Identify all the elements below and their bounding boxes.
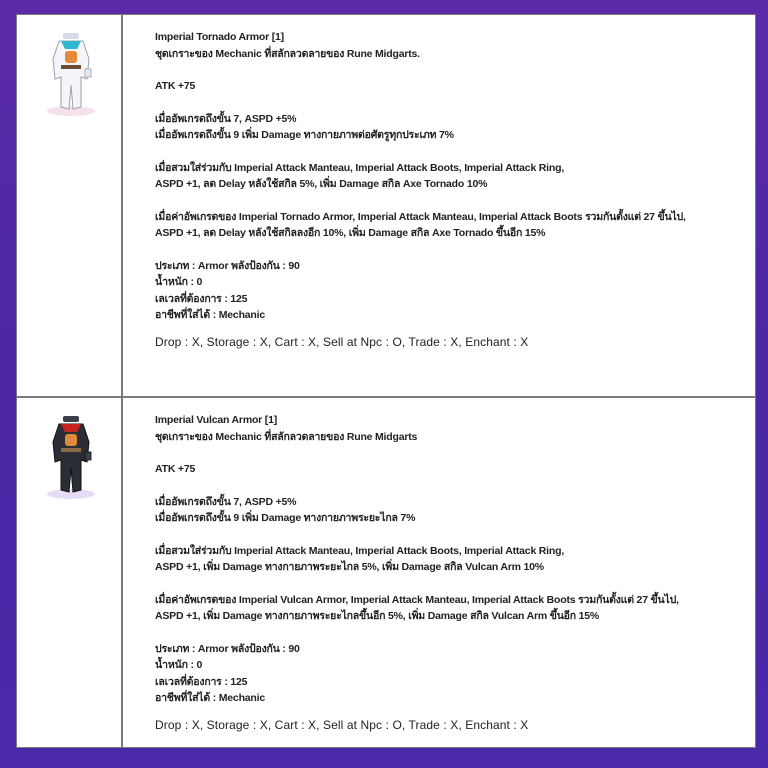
item-icon-cell [17, 15, 123, 396]
item-name: Imperial Tornado Armor [1] [155, 31, 284, 43]
combo-bonus-line: เมื่อสวมใส่ร่วมกับ Imperial Attack Manteau, Imperial Attack Boots, Imperial Attack Ring, [155, 161, 565, 174]
combo-refine-bonus-line: ASPD +1, เพิ่ม Damage ทางกายภาพระยะไกลขึ้นอีก 5%, เพิ่ม Damage สกิล Vulcan Arm ขึ้นอีก 15% [155, 610, 600, 622]
item-stat-line: ประเภท : Armor พลังป้องกัน : 90 [155, 642, 300, 655]
item-stat-line: น้ำหนัก : 0 [155, 659, 203, 671]
refine-bonus-line: เมื่ออัพเกรดถึงขั้น 7, ASPD +5% [155, 112, 297, 125]
item-trade-flags: Drop : X, Storage : X, Cart : X, Sell at Npc : O, Trade : X, Enchant : X [155, 717, 529, 732]
item-stat-line: อาชีพที่ใส่ได้ : Mechanic [155, 692, 265, 704]
item-description-cell [123, 15, 755, 396]
item-table [16, 14, 756, 748]
item-subtitle: ชุดเกราะของ Mechanic ที่สลักลวดลายของ Rune Midgarts. [155, 47, 420, 60]
combo-refine-bonus-line: ASPD +1, ลด Delay หลังใช้สกิลลงอีก 10%, เพิ่ม Damage สกิล Axe Tornado ขึ้นอีก 15% [155, 227, 546, 239]
item-description-cell [123, 398, 755, 747]
item-row-vulcan-armor [17, 398, 755, 747]
combo-bonus-line: เมื่อสวมใส่ร่วมกับ Imperial Attack Manteau, Imperial Attack Boots, Imperial Attack Ring, [155, 544, 565, 557]
combo-bonus-line: ASPD +1, เพิ่ม Damage ทางกายภาพระยะไกล 5%, เพิ่ม Damage สกิล Vulcan Arm 10% [155, 561, 544, 573]
item-row-tornado-armor [17, 15, 755, 398]
item-atk: ATK +75 [155, 463, 196, 475]
combo-refine-bonus-line: เมื่อค่าอัพเกรดของ Imperial Tornado Armor, Imperial Attack Manteau, Imperial Attack Boots รวมกันตั้งแต่ 27 ขึ้นไป, [155, 210, 686, 223]
refine-bonus-line: เมื่ออัพเกรดถึงขั้น 9 เพิ่ม Damage ทางกายภาพต่อศัตรูทุกประเภท 7% [155, 129, 454, 141]
item-atk: ATK +75 [155, 80, 196, 92]
refine-bonus-line: เมื่ออัพเกรดถึงขั้น 7, ASPD +5% [155, 495, 297, 508]
item-name: Imperial Vulcan Armor [1] [155, 414, 278, 426]
item-stat-line: ประเภท : Armor พลังป้องกัน : 90 [155, 259, 300, 272]
item-icon-cell [17, 398, 123, 747]
item-trade-flags: Drop : X, Storage : X, Cart : X, Sell at Npc : O, Trade : X, Enchant : X [155, 334, 529, 349]
refine-bonus-line: เมื่ออัพเกรดถึงขั้น 9 เพิ่ม Damage ทางกายภาพระยะไกล 7% [155, 512, 416, 524]
item-stat-line: เลเวลที่ต้องการ : 125 [155, 675, 248, 688]
combo-refine-bonus-line: เมื่อค่าอัพเกรดของ Imperial Vulcan Armor, Imperial Attack Manteau, Imperial Attack Boots รวมกันตั้งแต่ 27 ขึ้นไป, [155, 593, 679, 606]
white-armor-sprite-icon [41, 29, 101, 117]
black-armor-sprite-icon [41, 412, 101, 500]
item-stat-line: เลเวลที่ต้องการ : 125 [155, 292, 248, 305]
combo-bonus-line: ASPD +1, ลด Delay หลังใช้สกิล 5%, เพิ่ม Damage สกิล Axe Tornado 10% [155, 178, 488, 190]
item-stat-line: น้ำหนัก : 0 [155, 276, 203, 288]
item-stat-line: อาชีพที่ใส่ได้ : Mechanic [155, 309, 265, 321]
item-subtitle: ชุดเกราะของ Mechanic ที่สลักลวดลายของ Rune Midgarts [155, 430, 418, 443]
